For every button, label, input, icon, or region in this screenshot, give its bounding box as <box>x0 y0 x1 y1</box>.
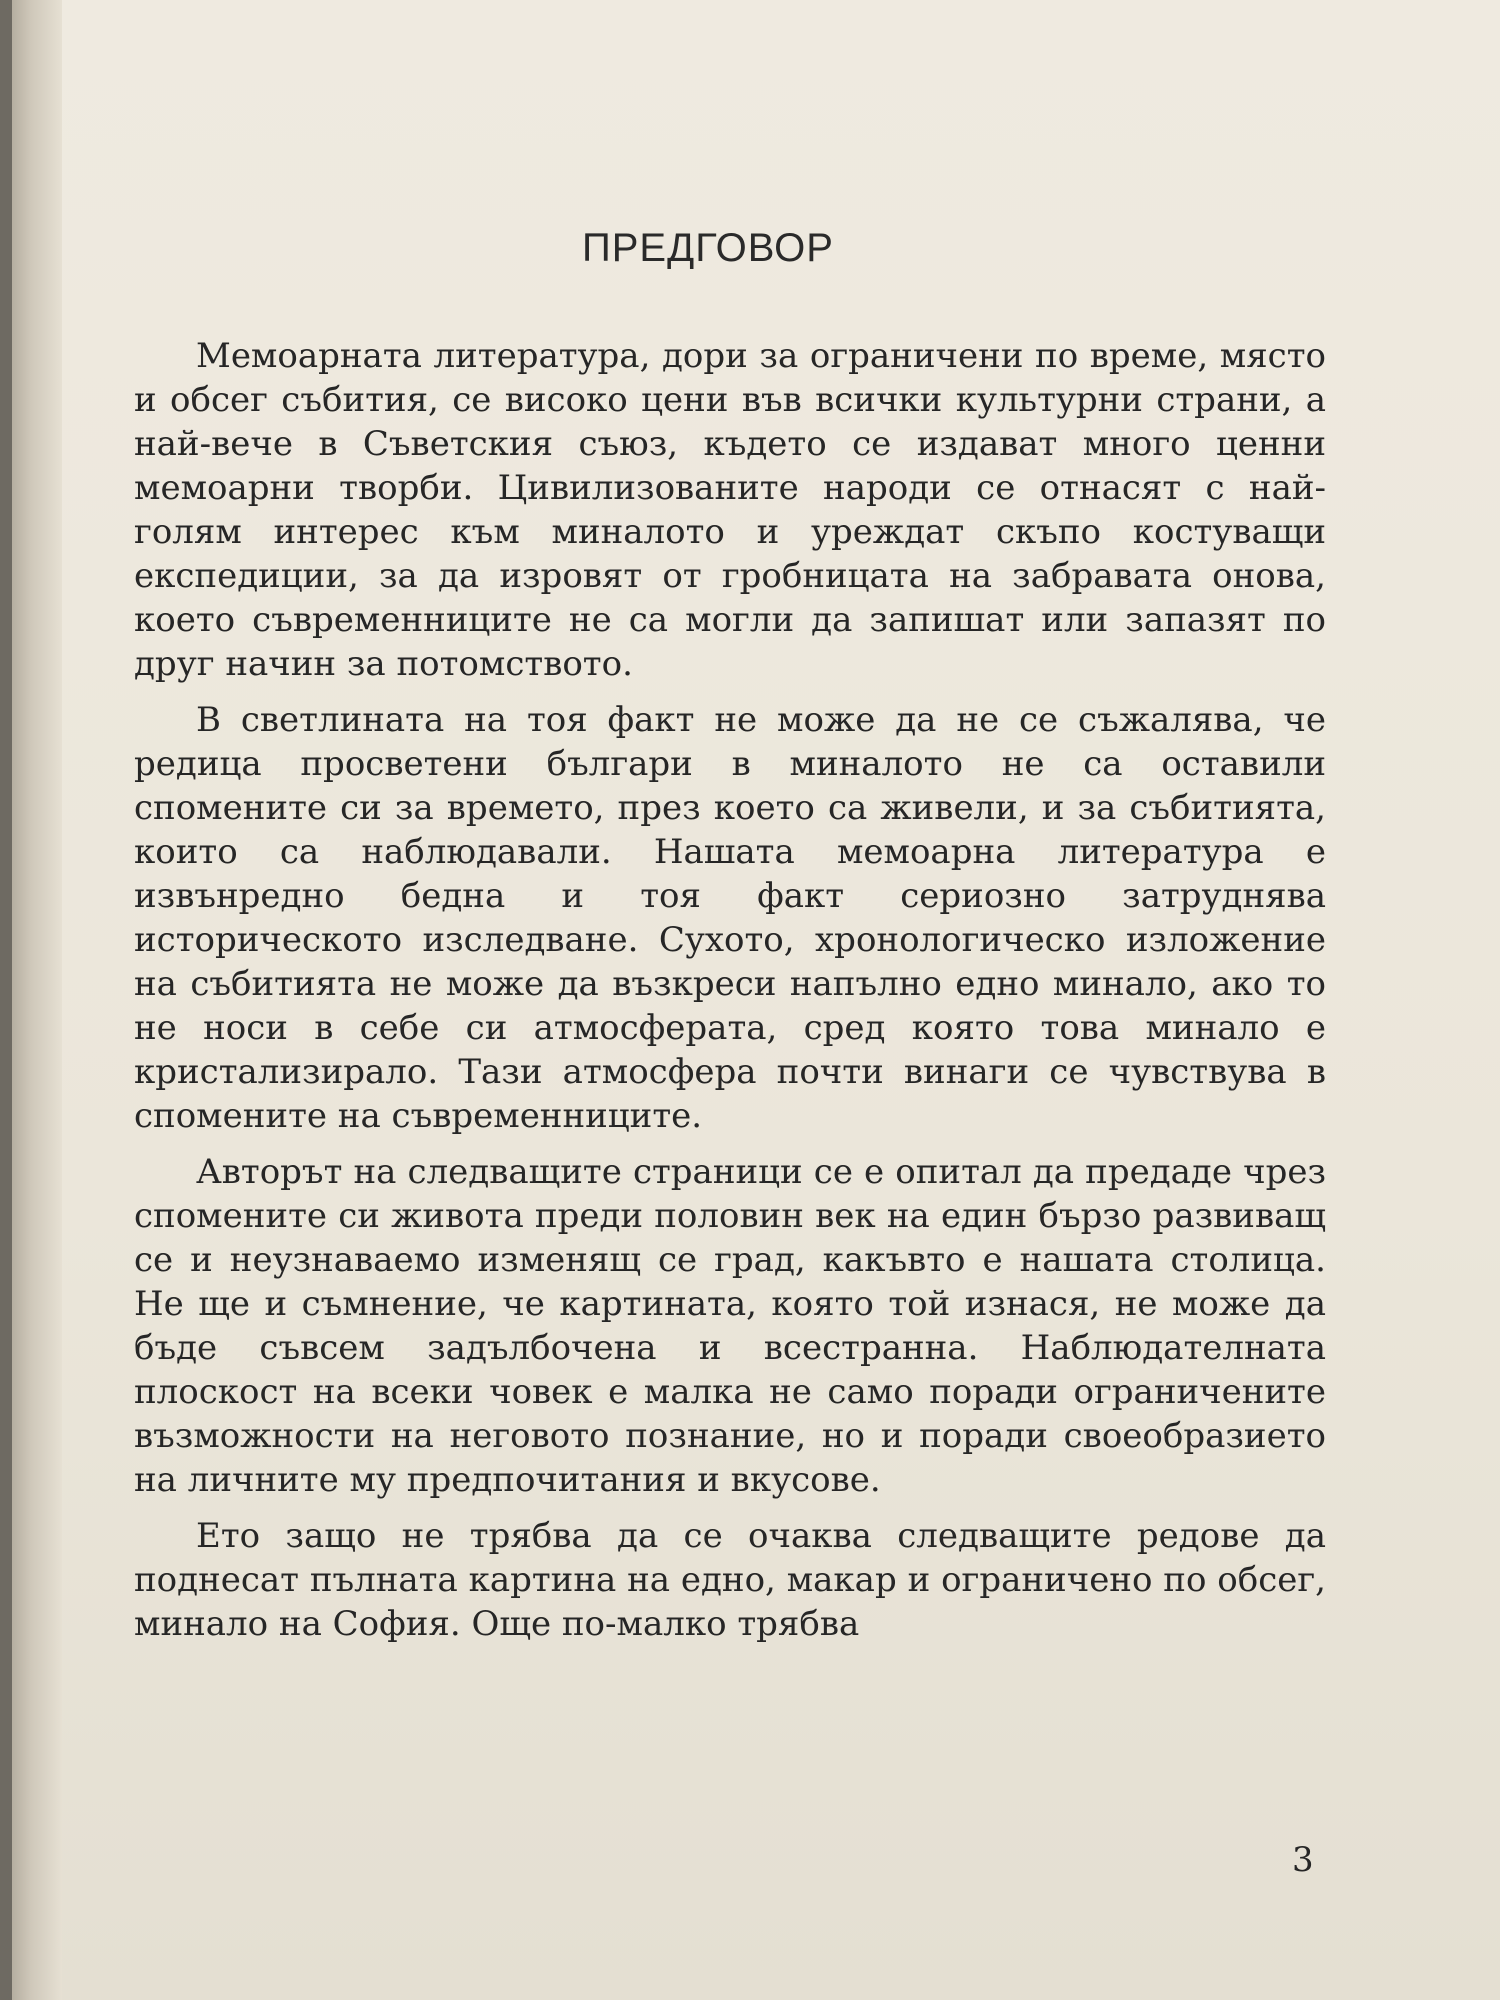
paragraph-1: Мемоарната литература, дори за ограничени по време, място и обсег събития, се високо цени във всички культурни страни, а най-вече в Съветския съюз, където се издават много ценни мемоарни творби. Цивилизованите народи се отнасят с най-голям интерес към миналото и уреждат скъпо костуващи експедиции, за да изровят от гробницата на забравата онова, което съвременниците не са могли да запишат или запазят по друг начин за потомството. <box>134 336 1326 684</box>
page-number: 3 <box>1292 1840 1314 1880</box>
page-heading: ПРЕДГОВОР <box>582 226 834 270</box>
page-edge <box>0 0 12 2000</box>
paragraph-4: Ето защо не трябва да се очаква следващите редове да поднесат пълната картина на едно, макар и ограничено по обсег, минало на София. Още по-малко трябва <box>134 1516 1326 1644</box>
book-page <box>62 0 1500 2000</box>
paragraph-3: Авторът на следващите страници се е опитал да предаде чрез спомените си живота преди половин век на един бързо развиващ се и неузнаваемо изменящ се град, какъвто е нашата столица. Не ще и съмнение, че картината, която той изнася, не може да бъде съвсем задълбочена и всестранна. Наблюдателната плоскост на всеки човек е малка не само поради ограничените възможности на неговото познание, но и поради своеобразието на личните му предпочитания и вкусове. <box>134 1152 1326 1500</box>
body-text <box>134 334 1326 1658</box>
paragraph-2: В светлината на тоя факт не може да не се съжалява, че редица просветени българи в миналото не са оставили спомените си за времето, през което са живели, и за събитията, които са наблюдавали. Нашата мемоарна литература е извънредно бедна и тоя факт сериозно затруднява историческото изследване. Сухото, хронологическо изложение на събитията не може да възкреси напълно едно минало, ако то не носи в себе си атмосферата, сред която това минало е кристализирало. Тази атмосфера почти винаги се чувствува в спомените на съвременниците. <box>134 700 1326 1136</box>
